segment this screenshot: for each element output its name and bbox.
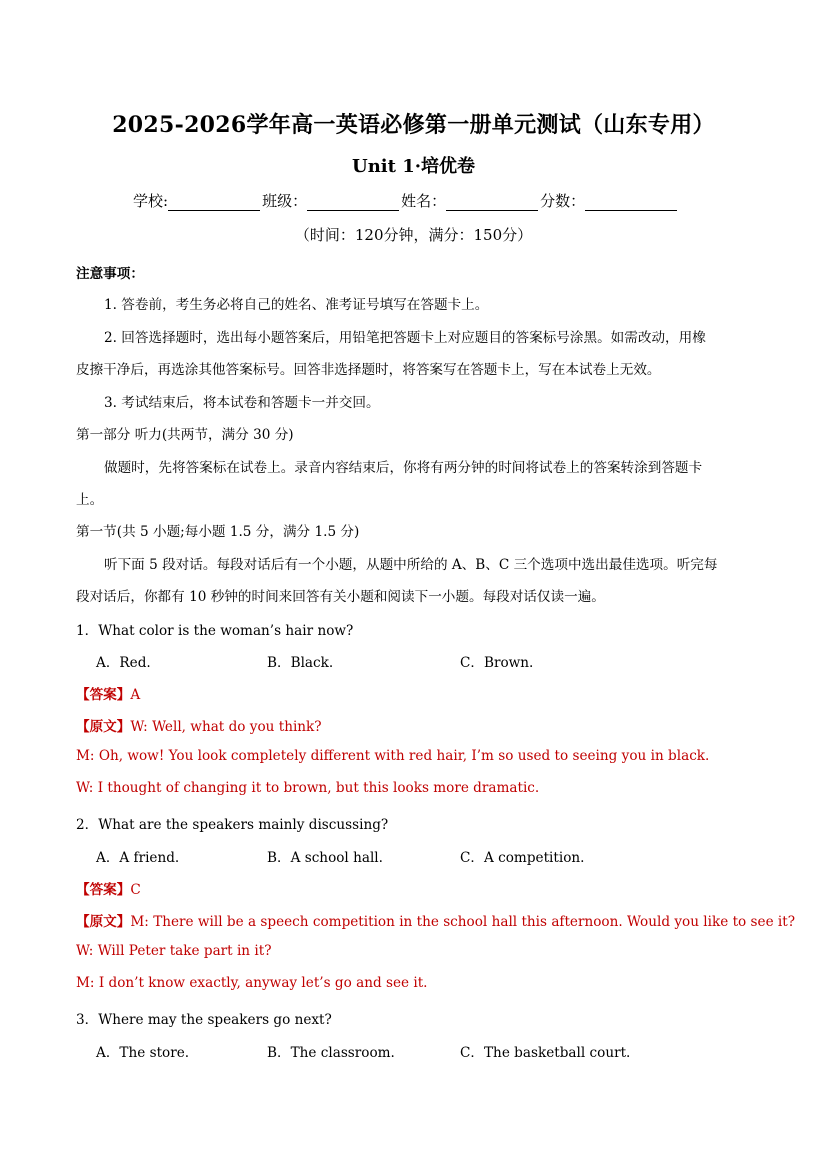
question-1-option-a: A．Red.	[96, 655, 151, 671]
question-1-option-c: C．Brown.	[460, 655, 534, 671]
section1-instr-line-2: 段对话后，你都有 10 秒钟的时间来回答有关小题和阅读下一小题。每段对话仅读一遍。	[76, 589, 605, 605]
score-label: 分数：	[540, 192, 586, 210]
part1-instr-line-2: 上。	[76, 492, 104, 508]
question-1-answer	[76, 683, 140, 703]
answer-value: A	[130, 687, 141, 703]
section1-instr-line-1: 听下面 5 段对话。每段对话后有一个小题，从题中所给的 A、B、C 三个选项中选出最佳选项。听完每	[104, 557, 718, 573]
question-1: 1．What color is the woman’s hair now?	[76, 623, 354, 639]
name-label: 姓名：	[401, 192, 447, 210]
original-label: 【原文】	[76, 914, 131, 930]
question-2-original-line-1	[76, 910, 795, 930]
part1-instr-line-1: 做题时，先将答案标在试卷上。录音内容结束后，你将有两分钟的时间将试卷上的答案转涂到答题卡	[104, 460, 703, 476]
question-3-option-a: A．The store.	[96, 1045, 190, 1061]
question-3-option-c: C．The basketball court.	[460, 1045, 631, 1061]
school-label: 学校:	[133, 192, 169, 210]
section1-heading: 第一节(共 5 小题;每小题 1.5 分，满分 1.5 分)	[76, 524, 360, 540]
part1-heading: 第一部分 听力(共两节，满分 30 分)	[76, 427, 294, 443]
time-info: （时间：120分钟，满分：150分）	[294, 226, 533, 244]
question-2-option-c: C．A competition.	[460, 850, 585, 866]
answer-value: C	[130, 882, 141, 898]
question-2-option-b: B．A school hall.	[267, 850, 383, 866]
question-1-original-line-2: M: Oh, wow! You look completely different with red hair, I’m so used to seeing you in black.	[76, 748, 710, 764]
question-1-original-line-1	[76, 715, 322, 735]
notes-item-3: 3. 考试结束后，将本试卷和答题卡一并交回。	[104, 395, 380, 411]
student-info-row	[133, 190, 679, 211]
name-blank[interactable]	[446, 194, 538, 211]
question-2-original-line-2: W: Will Peter take part in it?	[76, 943, 272, 959]
exam-title: 2025-2026学年高一英语必修第一册单元测试（山东专用）	[112, 112, 715, 138]
question-3: 3．Where may the speakers go next?	[76, 1012, 332, 1028]
original-label: 【原文】	[76, 719, 131, 735]
answer-label: 【答案】	[76, 882, 131, 898]
question-1-option-b: B．Black.	[267, 655, 334, 671]
notes-item-1: 1. 答卷前，考生务必将自己的姓名、准考证号填写在答题卡上。	[104, 297, 489, 313]
question-3-option-b: B．The classroom.	[267, 1045, 395, 1061]
question-2-original-line-3: M: I don’t know exactly, anyway let’s go and see it.	[76, 975, 428, 991]
score-blank[interactable]	[585, 194, 677, 211]
notes-item-2-line-2: 皮擦干净后，再选涂其他答案标号。回答非选择题时，将答案写在答题卡上，写在本试卷上无效。	[76, 362, 661, 378]
original-text: M: There will be a speech competition in the school hall this afternoon. Would you like to see it?	[130, 914, 796, 930]
class-label: 班级：	[262, 192, 308, 210]
answer-label: 【答案】	[76, 687, 131, 703]
class-blank[interactable]	[307, 194, 399, 211]
school-blank[interactable]	[168, 194, 260, 211]
question-1-original-line-3: W: I thought of changing it to brown, but this looks more dramatic.	[76, 780, 540, 796]
question-2: 2．What are the speakers mainly discussing?	[76, 817, 389, 833]
notes-heading: 注意事项：	[76, 266, 144, 282]
question-2-option-a: A．A friend.	[96, 850, 180, 866]
exam-subtitle: Unit 1·培优卷	[352, 156, 475, 177]
question-2-answer	[76, 878, 141, 898]
notes-item-2-line-1: 2. 回答选择题时，选出每小题答案后，用铅笔把答题卡上对应题目的答案标号涂黑。如需改动，用橡	[104, 330, 706, 346]
original-text: W: Well, what do you think?	[130, 719, 322, 735]
